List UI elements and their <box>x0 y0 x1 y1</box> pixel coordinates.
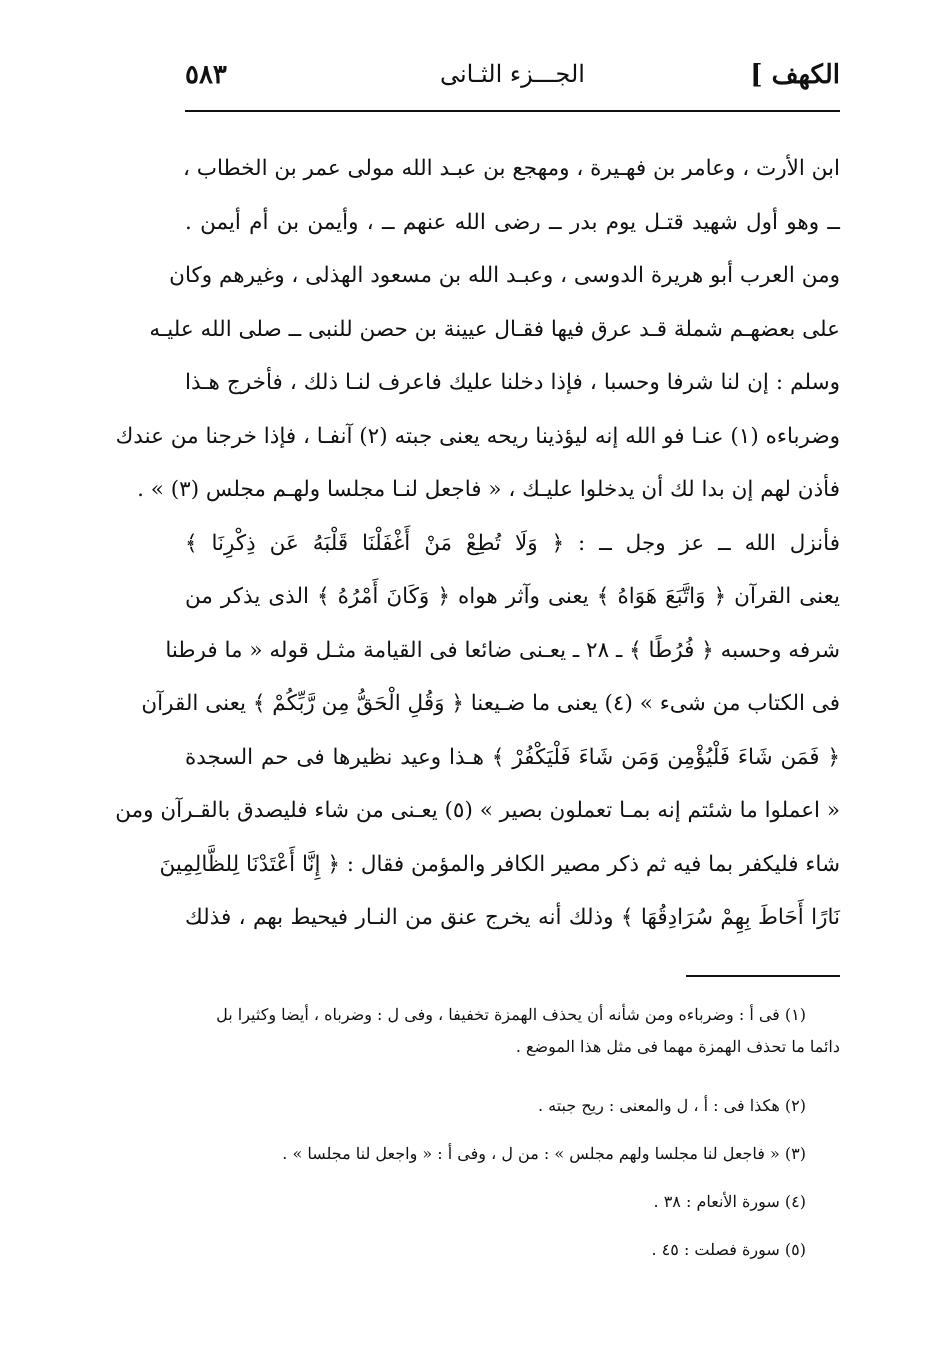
text-line: وسلم : إن لنا شرفا وحسبا ، فإذا دخلنا عليك فاعرف لنـا ذلك ، فأخرج هـذا <box>185 370 840 395</box>
text-line: فأذن لهم إن بدا لك أن يدخلوا عليـك ، « فاجعل لنـا مجلسا ولهـم مجلس (٣) » . <box>137 477 840 502</box>
text-line: وضرباءه (١) عنـا فو الله إنه ليؤذينا ريحه يعنى جبته (٢) آنفـا ، فإذا خرجنا من عندك <box>115 423 840 449</box>
text-line: ومن العرب أبو هريرة الدوسى ، وعبـد الله بن مسعود الهذلى ، وغيرهم وكان <box>169 263 840 288</box>
text-line: فأنزل الله ــ عز وجل ــ : ﴿ وَلَا تُطِعْ مَنْ أَغْفَلْنَا قَلْبَهُ عَن ذِكْرِنَا ﴾ <box>185 530 840 556</box>
text-line: شرفه وحسبه ﴿ فُرُطًا ﴾ ـ ٢٨ ـ يعـنى ضائعا فى القيامة مثـل قوله « ما فرطنا <box>165 637 840 663</box>
body-text <box>115 142 840 945</box>
header-divider <box>185 110 840 112</box>
text-line: على بعضهـم شملة قـد عرق فيها فقـال عيينة بن حصن للنبى ــ صلى الله عليـه <box>149 316 840 342</box>
running-header <box>185 58 840 102</box>
text-line: شاء فليكفر بما فيه ثم ذكر مصير الكافر والمؤمن فقال : ﴿ إِنَّا أَعْتَدْنَا لِلظَّالِمِينَ <box>159 851 840 877</box>
footnote-divider <box>686 975 840 977</box>
part-title: الجـــزء الثـانى <box>440 60 585 88</box>
surah-title: الكهف ] <box>750 60 840 90</box>
text-line: فى الكتاب من شىء » (٤) يعنى ما ضـيعنا ﴿ وَقُلِ الْحَقُّ مِن رَّبِّكُمْ ﴾ يعنى القرآن <box>141 691 840 716</box>
footnote-5: (٥) سورة فصلت : ٤٥ . <box>651 1240 806 1259</box>
footnotes <box>185 998 840 1274</box>
footnote-3: (٣) « فاجعل لنا مجلسا ولهم مجلس » : من ل ، وفى أ : « واجعل لنا مجلسا » . <box>282 1144 806 1163</box>
text-line: نَارًا أَحَاطَ بِهِمْ سُرَادِقُهَا ﴾ وذلك أنه يخرج عنق من النـار فيحيط بهم ، فذلك <box>185 905 840 930</box>
text-line: ــ وهو أول شهيد قتـل يوم بدر ــ رضى الله عنهم ــ ، وأيمن بن أم أيمن . <box>185 209 840 235</box>
footnote-2: (٢) هكذا فى : أ ، ل والمعنى : ريح جبته . <box>537 1096 806 1115</box>
page-number: ٥٨٣ <box>185 60 227 90</box>
footnote-1-continued: دائما ما تحذف الهمزة مهما فى مثل هذا الموضع . <box>515 1037 840 1056</box>
text-line: « اعملوا ما شئتم إنه بمـا تعملون بصير » (٥) يعـنى من شاء فليصدق بالقـرآن ومن <box>115 798 840 823</box>
text-line: ابن الأرت ، وعامر بن فهـيرة ، ومهجع بن عبـد الله مولى عمر بن الخطاب ، <box>182 156 840 181</box>
footnote-1: (١) فى أ : وضرباءه ومن شأنه أن يحذف الهمزة تخفيفا ، وفى ل : وضرباه ، أيضا وكثيرا بل <box>216 1005 806 1024</box>
text-line: ﴿ فَمَن شَاءَ فَلْيُؤْمِن وَمَن شَاءَ فَلْيَكْفُرْ ﴾ هـذا وعيد نظيرها فى حم السجدة <box>185 744 840 770</box>
text-line: يعنى القرآن ﴿ وَاتَّبَعَ هَوَاهُ ﴾ يعنى وآثر هواه ﴿ وَكَانَ أَمْرُهُ ﴾ الذى يذكر من <box>185 584 840 609</box>
footnote-4: (٤) سورة الأنعام : ٣٨ . <box>653 1192 806 1211</box>
